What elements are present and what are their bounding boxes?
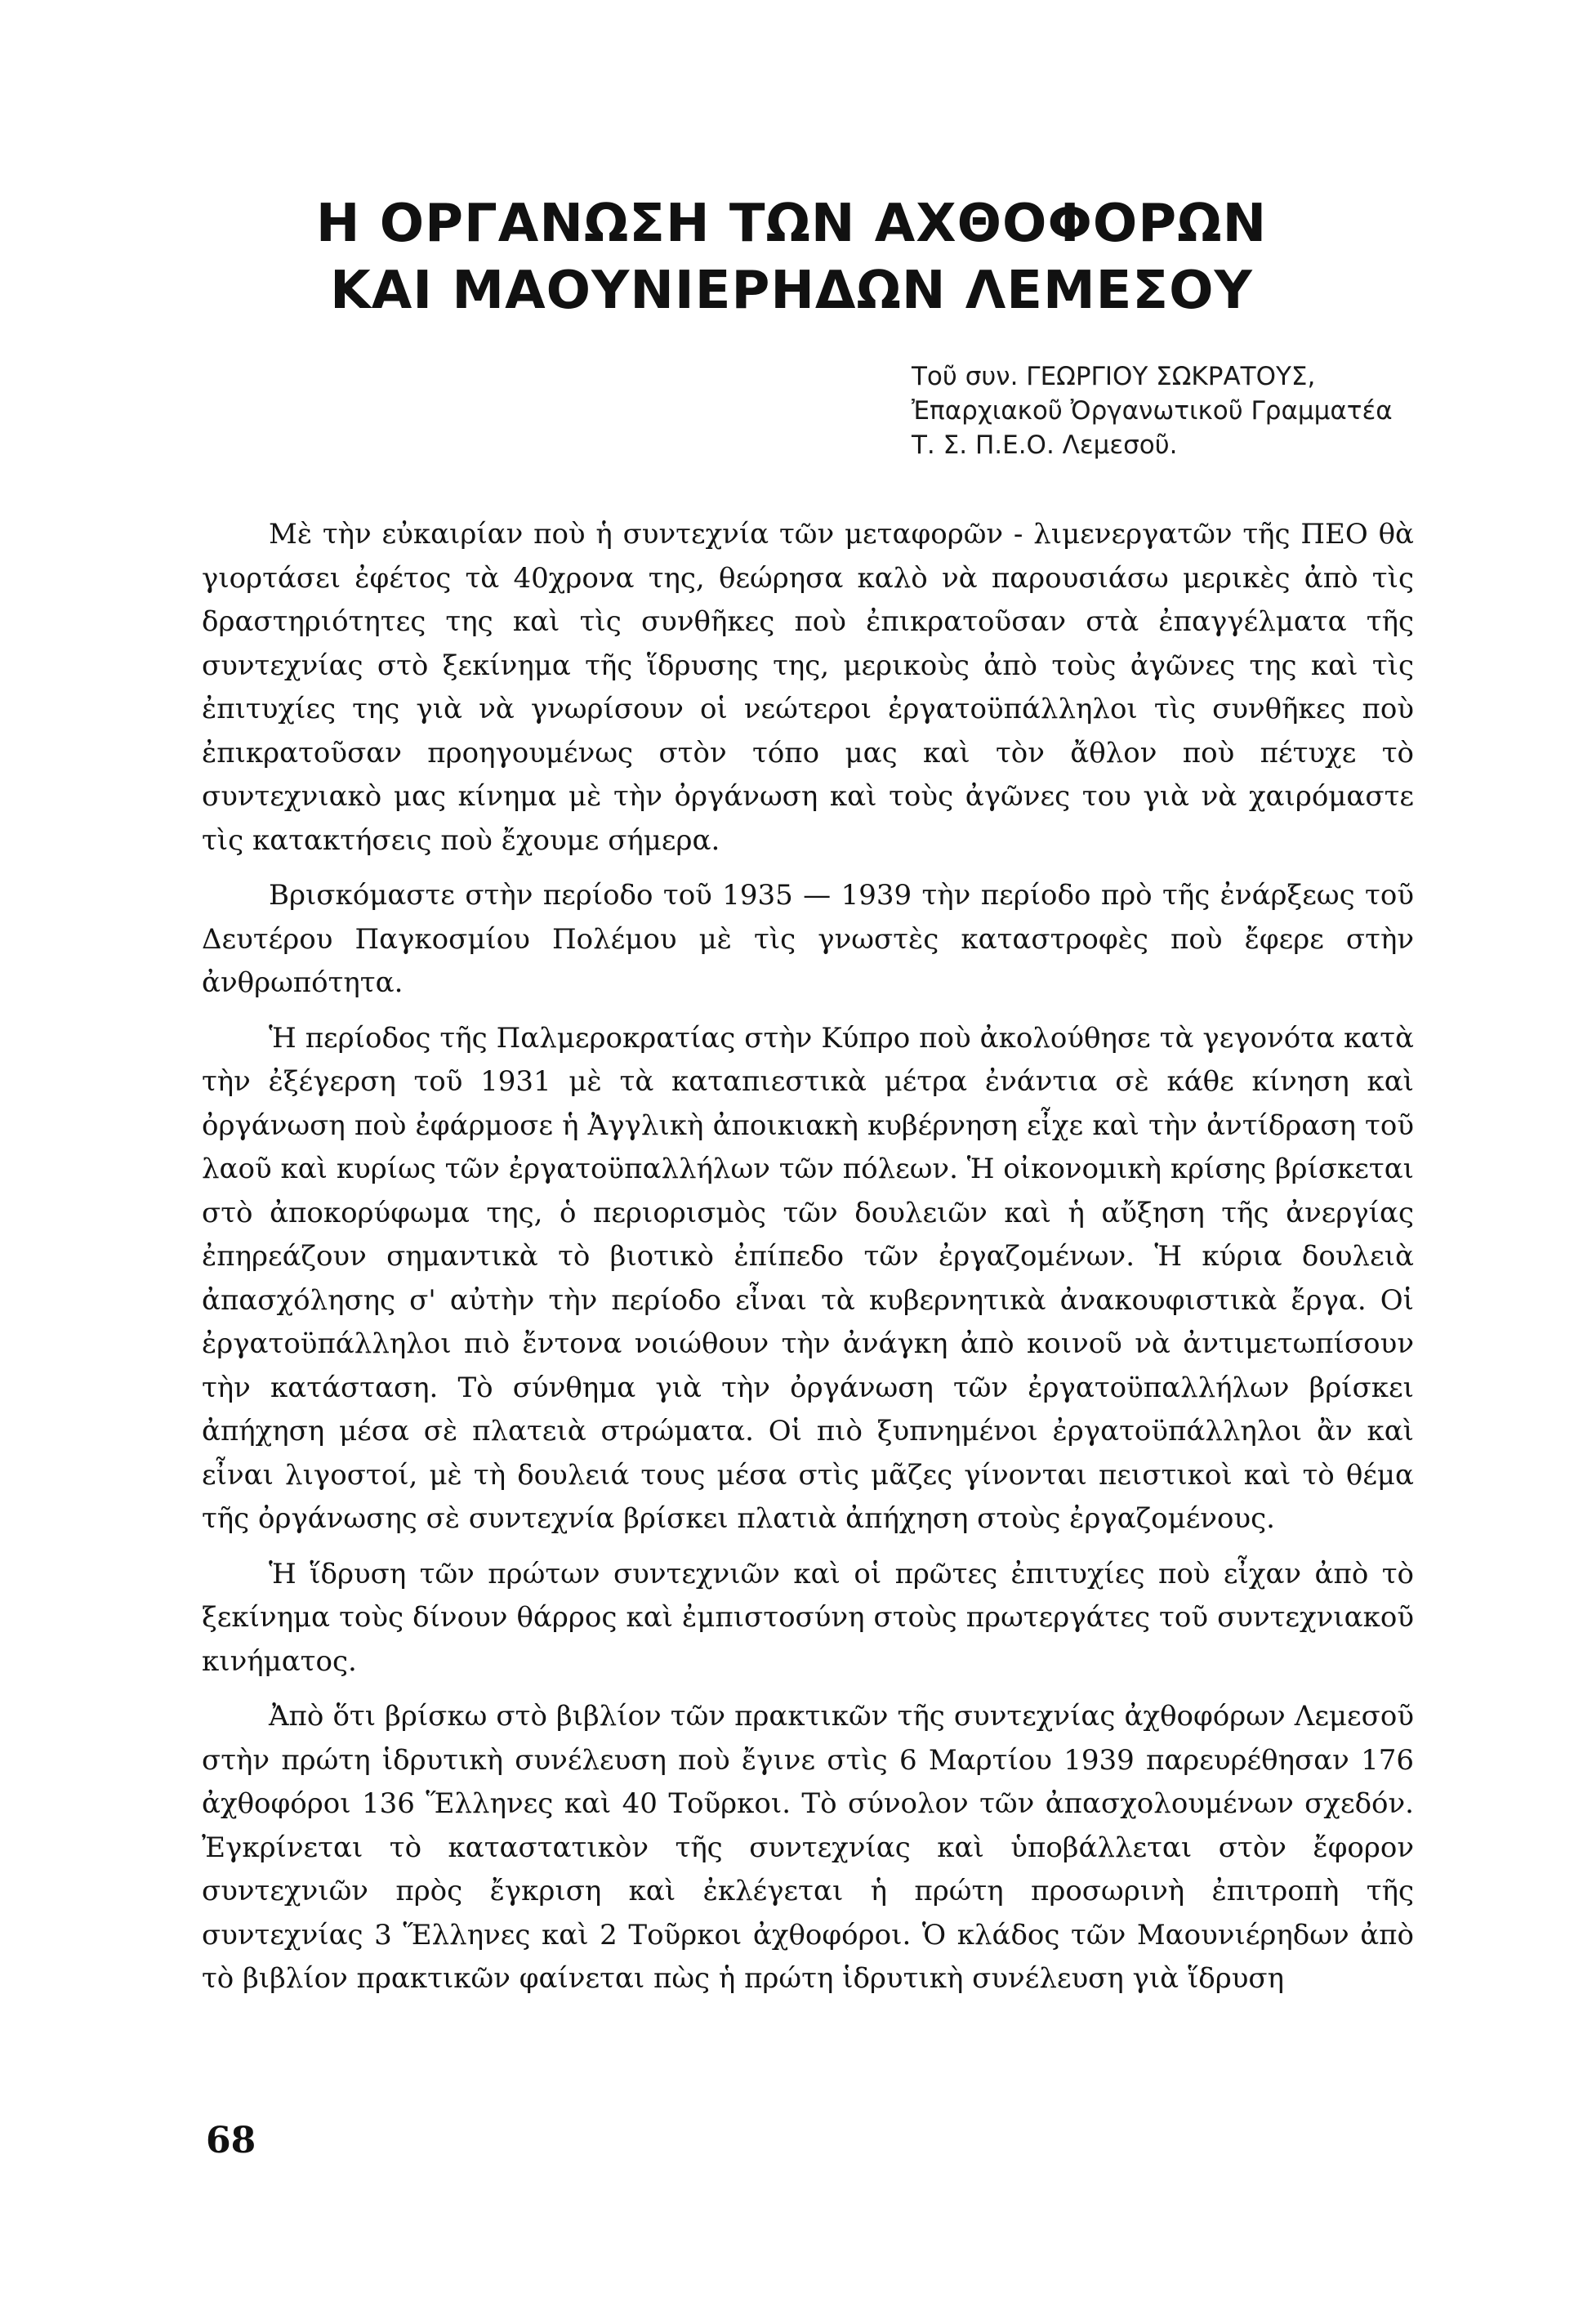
byline	[912, 359, 1500, 462]
byline-organization: Τ. Σ. Π.Ε.Ο. Λεμεσοῦ.	[912, 430, 1178, 460]
article-title-line-1: Η ΟΡΓΑΝΩΣΗ ΤΩΝ ΑΧΘΟΦΟΡΩΝ	[315, 194, 1268, 254]
paragraph: Ἡ περίοδος τῆς Παλμεροκρατίας στὴν Κύπρο ποὺ ἀκολούθησε τὰ γεγονότα κατὰ τὴν ἐξέγερση τοῦ 1931 μὲ τὰ καταπιεστικὰ μέτρα ἐνάντια σὲ κάθε κίνηση καὶ ὀργάνωση ποὺ ἐφάρμοσε ἡ Ἀγγλικὴ ἀποικιακὴ κυβέρνηση εἶχε καὶ τὴν ἀντίδραση τοῦ λαοῦ καὶ κυρίως τῶν ἐργατοϋπαλλήλων τῶν πόλεων. Ἡ οἰκονομικὴ κρίσης βρίσκεται στὸ ἀποκορύφωμα της, ὁ περιορισμὸς τῶν δουλειῶν καὶ ἡ αὔξηση τῆς ἀνεργίας ἐπηρεάζουν σημαντικὰ τὸ βιοτικὸ ἐπίπεδο τῶν ἐργαζομένων. Ἡ κύρια δουλειὰ ἀπασχόλησης σ' αὐτὴν τὴν περίοδο εἶναι τὰ κυβερνητικὰ ἀνακουφιστικὰ ἔργα. Οἱ ἐργατοϋπάλληλοι πιὸ ἔντονα νοιώθουν τὴν ἀνάγκη ἀπὸ κοινοῦ νὰ ἀντιμετωπίσουν τὴν κατάσταση. Τὸ σύνθημα γιὰ τὴν ὀργάνωση τῶν ἐργατοϋπαλλήλων βρίσκει ἀπήχηση μέσα σὲ πλατειὰ στρώματα. Οἱ πιὸ ξυπνημένοι ἐργατοϋπάλληλοι ἂν καὶ εἶναι λιγοστοί, μὲ τὴ δουλειά τους μέσα στὶς μᾶζες γίνονται πειστικοὶ καὶ τὸ θέμα τῆς ὀργάνωσης σὲ συντεχνία βρίσκει πλατιὰ ἀπήχηση στοὺς ἐργαζομένους.	[202, 1021, 1414, 1535]
article-body	[202, 513, 1414, 2013]
page-number: 68	[206, 2120, 256, 2161]
paragraph: Μὲ τὴν εὐκαιρίαν ποὺ ἡ συντεχνία τῶν μεταφορῶν - λιμενεργατῶν τῆς ΠΕΟ θὰ γιορτάσει ἐφέτος τὰ 40χρονα της, θεώρησα καλὸ νὰ παρουσιάσω μερικὲς ἀπὸ τὶς δραστηριότητες της καὶ τὶς συνθῆκες ποὺ ἐπικρατοῦσαν στὰ ἐπαγγέλματα τῆς συντεχνίας στὸ ξεκίνημα τῆς ἵδρυσης της, μερικοὺς ἀπὸ τοὺς ἀγῶνες της καὶ τὶς ἐπιτυχίες της γιὰ νὰ γνωρίσουν οἱ νεώτεροι ἐργατοϋπάλληλοι τὶς συνθῆκες ποὺ ἐπικρατοῦσαν προηγουμένως στὸν τόπο μας καὶ τὸν ἄθλον ποὺ πέτυχε τὸ συντεχνιακὸ μας κίνημα μὲ τὴν ὀργάνωση καὶ τοὺς ἀγῶνες του γιὰ νὰ χαιρόμαστε τὶς κατακτήσεις ποὺ ἔχουμε σήμερα.	[202, 518, 1414, 857]
paragraph: Ἀπὸ ὅτι βρίσκω στὸ βιβλίον τῶν πρακτικῶν τῆς συντεχνίας ἀχθοφόρων Λεμεσοῦ στὴν πρώτη ἱδρυτικὴ συνέλευση ποὺ ἔγινε στὶς 6 Μαρτίου 1939 παρευρέθησαν 176 ἀχθοφόροι 136 Ἕλληνες καὶ 40 Τοῦρκοι. Τὸ σύνολον τῶν ἀπασχολουμένων σχεδόν. Ἐγκρίνεται τὸ καταστατικὸν τῆς συντεχνίας καὶ ὑποβάλλεται στὸν ἔφορον συντεχνιῶν πρὸς ἔγκριση καὶ ἐκλέγεται ἡ πρώτη προσωρινὴ ἐπιτροπὴ τῆς συντεχνίας 3 Ἕλληνες καὶ 2 Τοῦρκοι ἀχθοφόροι. Ὁ κλάδος τῶν Μαουνιέρηδων ἀπὸ τὸ βιβλίον πρακτικῶν φαίνεται πὼς ἡ πρώτη ἱδρυτικὴ συνέλευση γιὰ ἵδρυση	[202, 1700, 1414, 1995]
paragraph: Βρισκόμαστε στὴν περίοδο τοῦ 1935 — 1939 τὴν περίοδο πρὸ τῆς ἐνάρξεως τοῦ Δευτέρου Παγκοσμίου Πολέμου μὲ τὶς γνωστὲς καταστροφὲς ποὺ ἔφερε στὴν ἀνθρωπότητα.	[202, 879, 1414, 999]
paragraph: Ἡ ἵδρυση τῶν πρώτων συντεχνιῶν καὶ οἱ πρῶτες ἐπιτυχίες ποὺ εἶχαν ἀπὸ τὸ ξεκίνημα τοὺς δίνουν θάρρος καὶ ἐμπιστοσύνη στοὺς πρωτεργάτες τοῦ συντεχνιακοῦ κινήματος.	[202, 1557, 1414, 1678]
byline-author: Τοῦ συν. ΓΕΩΡΓΙΟΥ ΣΩΚΡΑΤΟΥΣ,	[912, 362, 1316, 391]
article-title-line-2: ΚΑΙ ΜΑΟΥΝΙΕΡΗΔΩΝ ΛΕΜΕΣΟΥ	[330, 261, 1253, 321]
byline-position: Ἐπαρχιακοῦ Ὀργανωτικοῦ Γραμματέα	[912, 396, 1393, 426]
